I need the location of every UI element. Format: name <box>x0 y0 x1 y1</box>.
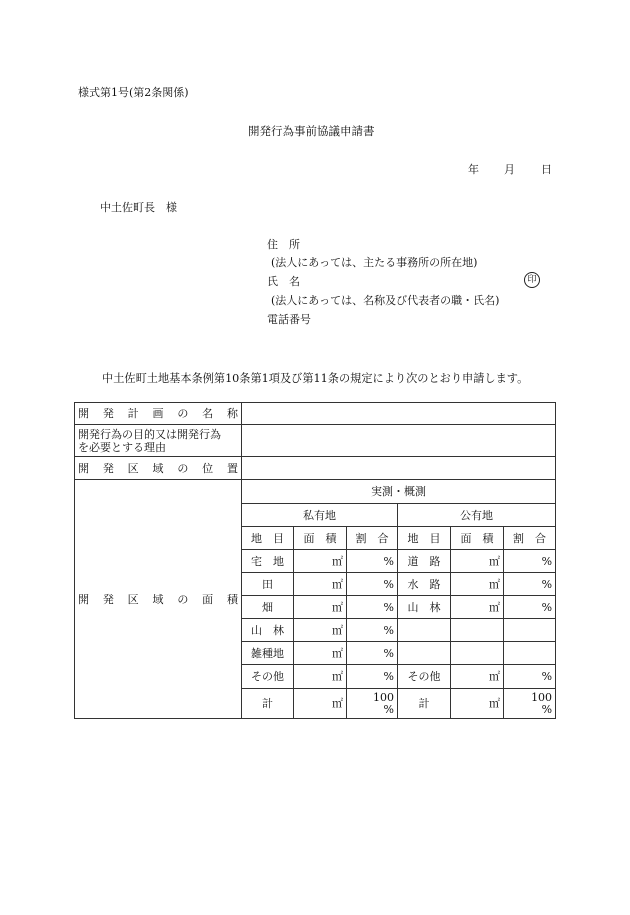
col-area-private: 面 積 <box>294 527 347 550</box>
private-land-name: 宅 地 <box>242 550 294 573</box>
unit-sqm: ㎡ <box>332 670 343 683</box>
statement: 中土佐町土地基本条例第10条第1項及び第11条の規定により次のとおり申請します。 <box>102 372 529 385</box>
public-ratio-cell[interactable] <box>504 596 556 619</box>
unit-sqm: ㎡ <box>489 670 500 683</box>
public-land-name: その他 <box>398 665 451 689</box>
public-ratio-cell[interactable] <box>504 573 556 596</box>
public-total-label: 計 <box>398 689 451 719</box>
unit-sqm: ㎡ <box>489 697 500 710</box>
total-percent-value: 100 <box>373 690 394 704</box>
public-land-name: 山 林 <box>398 596 451 619</box>
unit-percent: % <box>383 702 394 716</box>
field-location[interactable] <box>242 457 556 480</box>
unit-sqm: ㎡ <box>489 600 500 614</box>
private-ratio-cell[interactable] <box>347 596 398 619</box>
public-empty-cell <box>504 642 556 665</box>
private-area-cell[interactable] <box>294 550 347 573</box>
name-note: (法人にあっては、名称及び代表者の職・氏名) <box>271 294 500 307</box>
public-land-name: 水 路 <box>398 573 451 596</box>
public-area-cell[interactable] <box>451 665 504 689</box>
public-empty-cell <box>451 619 504 642</box>
page-title: 開発行為事前協議申請書 <box>248 124 375 138</box>
col-land-private: 地 目 <box>242 527 294 550</box>
private-land-name: 田 <box>242 573 294 596</box>
private-header: 私有地 <box>242 504 398 527</box>
row-plan-name <box>75 403 556 425</box>
public-ratio-cell[interactable] <box>504 665 556 689</box>
unit-percent: % <box>383 646 394 660</box>
private-land-name: その他 <box>242 665 294 689</box>
unit-percent: % <box>383 554 394 568</box>
unit-sqm: ㎡ <box>489 554 500 568</box>
unit-sqm: ㎡ <box>332 646 343 660</box>
private-area-cell[interactable] <box>294 642 347 665</box>
private-land-name: 山 林 <box>242 619 294 642</box>
private-total-area[interactable] <box>294 689 347 719</box>
public-empty-cell <box>504 619 556 642</box>
label-plan-name: 開発計画の名称 <box>75 403 242 425</box>
private-ratio-cell[interactable] <box>347 665 398 689</box>
field-plan-name[interactable] <box>242 403 556 425</box>
public-empty-cell <box>398 619 451 642</box>
unit-percent: % <box>383 670 394 683</box>
public-area-cell[interactable] <box>451 550 504 573</box>
unit-sqm: ㎡ <box>332 600 343 614</box>
unit-percent: % <box>541 600 553 614</box>
public-total-ratio <box>504 689 556 719</box>
unit-percent: % <box>541 702 553 716</box>
label-purpose-line1: 開発行為の目的又は開発行為 <box>78 427 221 441</box>
address-label: 住 所 <box>267 238 300 251</box>
private-ratio-cell[interactable] <box>347 619 398 642</box>
date-day: 日 <box>541 163 552 176</box>
public-total-area[interactable] <box>451 689 504 719</box>
unit-sqm: ㎡ <box>489 577 500 591</box>
public-header: 公有地 <box>398 504 556 527</box>
unit-percent: % <box>541 577 553 591</box>
private-area-cell[interactable] <box>294 596 347 619</box>
seal-text: 印 <box>524 272 540 288</box>
date-month: 月 <box>504 163 515 176</box>
unit-sqm: ㎡ <box>332 623 343 637</box>
unit-sqm: ㎡ <box>332 697 343 710</box>
private-land-name: 雑種地 <box>242 642 294 665</box>
col-area-public: 面 積 <box>451 527 504 550</box>
unit-sqm: ㎡ <box>332 577 343 591</box>
unit-percent: % <box>541 554 553 568</box>
private-area-cell[interactable] <box>294 665 347 689</box>
label-purpose-line2: を必要とする理由 <box>78 440 166 454</box>
label-location: 開発区域の位置 <box>75 457 242 480</box>
public-empty-cell <box>451 642 504 665</box>
col-ratio-private: 割 合 <box>347 527 398 550</box>
private-total-label: 計 <box>242 689 294 719</box>
phone-label: 電話番号 <box>267 313 311 326</box>
application-table <box>74 402 556 719</box>
label-purpose <box>75 425 242 457</box>
col-land-public: 地 目 <box>398 527 451 550</box>
unit-percent: % <box>383 577 394 591</box>
unit-percent: % <box>383 600 394 614</box>
unit-sqm: ㎡ <box>332 554 343 568</box>
unit-percent: % <box>541 670 553 683</box>
private-ratio-cell[interactable] <box>347 573 398 596</box>
public-empty-cell <box>398 642 451 665</box>
public-area-cell[interactable] <box>451 596 504 619</box>
date-year: 年 <box>468 163 479 176</box>
unit-percent: % <box>383 623 394 637</box>
public-area-cell[interactable] <box>451 573 504 596</box>
row-measure-header <box>75 480 556 504</box>
private-area-cell[interactable] <box>294 573 347 596</box>
col-ratio-public: 割 合 <box>504 527 556 550</box>
row-location <box>75 457 556 480</box>
private-area-cell[interactable] <box>294 619 347 642</box>
row-purpose <box>75 425 556 457</box>
private-land-name: 畑 <box>242 596 294 619</box>
public-land-name: 道 路 <box>398 550 451 573</box>
seal-mark <box>524 272 540 288</box>
private-total-ratio <box>347 689 398 719</box>
field-purpose[interactable] <box>242 425 556 457</box>
private-ratio-cell[interactable] <box>347 550 398 573</box>
public-ratio-cell[interactable] <box>504 550 556 573</box>
total-percent-value: 100 <box>531 690 553 704</box>
form-number: 様式第1号(第2条関係) <box>78 86 189 99</box>
address-note: (法人にあっては、主たる事務所の所在地) <box>271 256 478 269</box>
name-label: 氏 名 <box>267 275 300 288</box>
label-area: 開発区域の面積 <box>75 480 242 719</box>
private-ratio-cell[interactable] <box>347 642 398 665</box>
measure-header: 実測・概測 <box>242 480 556 504</box>
addressee: 中土佐町長 様 <box>100 201 177 214</box>
